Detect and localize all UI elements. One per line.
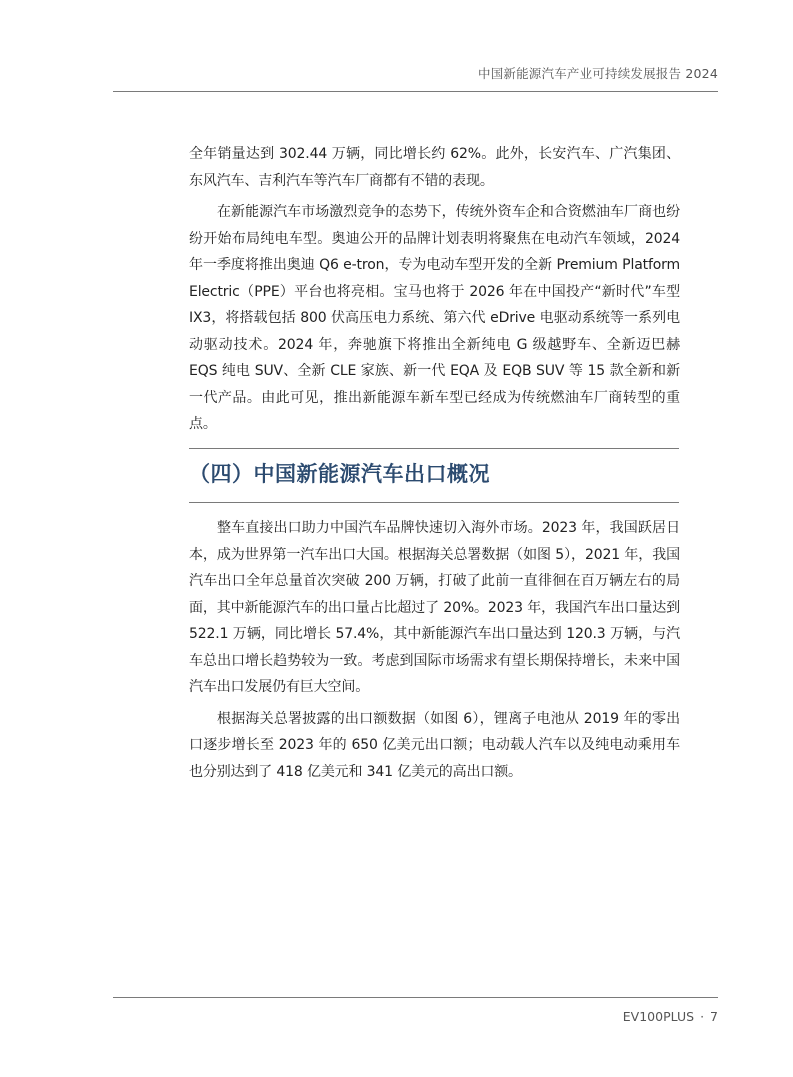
section-divider-top — [189, 448, 679, 449]
paragraph-sales-continuation: 全年销量达到 302.44 万辆，同比增长约 62%。此外，长安汽车、广汽集团、东风汽车、吉利汽车等汽车厂商都有不错的表现。 — [189, 146, 680, 189]
page-number: 7 — [710, 1009, 718, 1024]
paragraph-vehicle-export: 整车直接出口助力中国汽车品牌快速切入海外市场。2023 年，我国跃居日本，成为世界第一汽车出口大国。根据海关总署数据（如图 5），2021 年，我国汽车出口全年总量首次突破 200 万辆，打破了此前一直徘徊在百万辆左右的局面，其中新能源汽车的出口量占比超过了 20%。2023 年，我国汽车出口量达到 522.1 万辆，同比增长 57.4%，其中新能源汽车出口量达到 120.3 万辆，与汽车总出口增长趋势较为一致。考虑到国际市场需求有望长期保持增长，未来中国汽车出口发展仍有巨大空间。 — [189, 520, 680, 695]
section-heading: （四）中国新能源汽车出口概况 — [189, 462, 490, 486]
footer-publisher: EV100PLUS — [622, 1009, 695, 1024]
footer-separator: · — [700, 1009, 705, 1024]
body-text-block-top — [189, 141, 680, 438]
paragraph-legacy-automakers: 在新能源汽车市场激烈竞争的态势下，传统外资车企和合资燃油车厂商也纷纷开始布局纯电车型。奥迪公开的品牌计划表明将聚焦在电动汽车领域，2024 年一季度将推出奥迪 Q6 e-tron，专为电动车型开发的全新 Premium Platform Electric（PPE）平台也将亮相。宝马也将于 2026 年在中国投产“新时代”车型 IX3，将搭载包括 800 伏高压电力系统、第六代 eDrive 电驱动系统等一系列电动驱动技术。2024 年，奔驰旗下将推出全新纯电 G 级越野车、全新迈巴赫 EQS 纯电 SUV、全新 CLE 家族、新一代 EQA 及 EQB SUV 等 15 款全新和新一代产品。由此可见，推出新能源车新车型已经成为传统燃油车厂商转型的重点。 — [189, 204, 680, 432]
footer-divider — [113, 997, 718, 998]
page-footer — [623, 1009, 718, 1024]
paragraph-export-value: 根据海关总署披露的出口额数据（如图 6），锂离子电池从 2019 年的零出口逐步增长至 2023 年的 650 亿美元出口额；电动载人汽车以及纯电动乘用车也分别达到了 418 亿美元和 341 亿美元的高出口额。 — [189, 710, 680, 780]
section-divider-bottom — [189, 502, 679, 503]
header-divider — [113, 91, 718, 92]
body-text-block-export — [189, 515, 680, 785]
running-header-title: 中国新能源汽车产业可持续发展报告 2024 — [478, 66, 718, 81]
